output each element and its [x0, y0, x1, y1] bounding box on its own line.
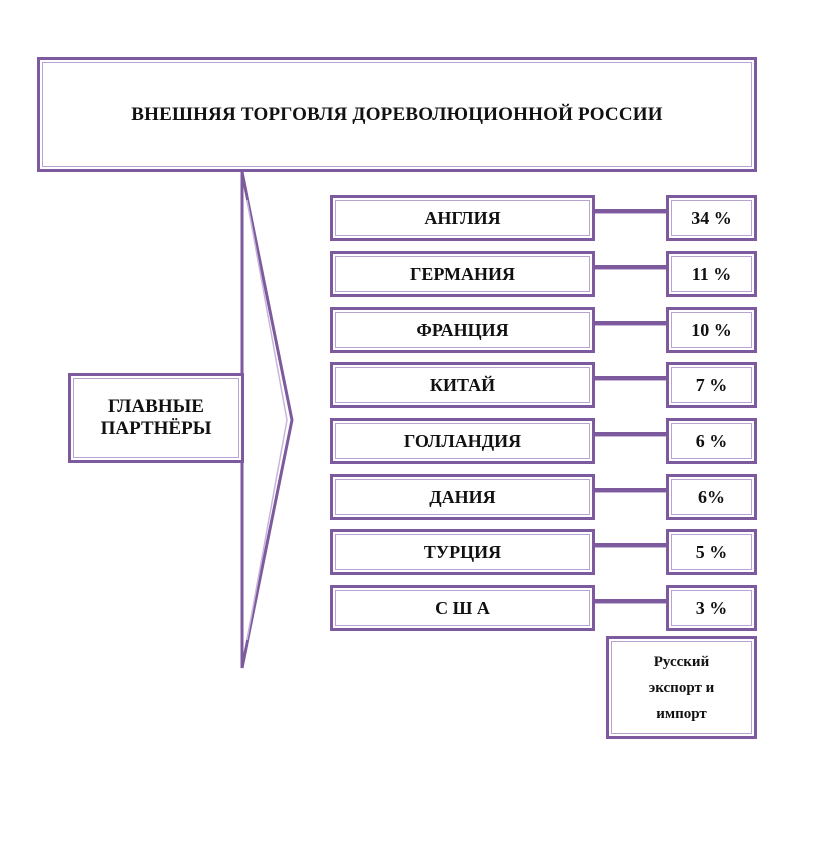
share-value: 6%	[698, 486, 725, 507]
connector-line	[595, 209, 666, 213]
share-box	[666, 195, 757, 241]
connector-line	[595, 321, 666, 325]
connector-line	[595, 488, 666, 492]
share-box	[666, 418, 757, 464]
note-box	[606, 636, 757, 739]
country-label: ТУРЦИЯ	[423, 541, 502, 562]
country-label: ГЕРМАНИЯ	[409, 263, 516, 284]
share-box	[666, 251, 757, 297]
country-label: АНГЛИЯ	[424, 207, 501, 228]
connector-line	[595, 543, 666, 547]
share-value: 11 %	[691, 263, 732, 284]
note-line-3: импорт	[656, 705, 707, 722]
share-value: 6 %	[695, 430, 728, 451]
country-box	[330, 585, 595, 631]
country-box	[330, 307, 595, 353]
share-value: 34 %	[691, 207, 732, 228]
note-line-1: Русский	[653, 653, 710, 670]
main-partners-label-line-1: ГЛАВНЫЕ	[108, 396, 204, 417]
connector-line	[595, 265, 666, 269]
country-label: ГОЛЛАНДИЯ	[403, 430, 522, 451]
country-box	[330, 418, 595, 464]
share-box	[666, 307, 757, 353]
page-title: ВНЕШНЯЯ ТОРГОВЛЯ ДОРЕВОЛЮЦИОННОЙ РОССИИ	[131, 103, 663, 125]
chevron-arrow	[242, 172, 292, 668]
share-box	[666, 529, 757, 575]
connector-line	[595, 376, 666, 380]
country-box	[330, 362, 595, 408]
share-value: 5 %	[695, 541, 728, 562]
share-value: 10 %	[691, 319, 732, 340]
country-box	[330, 474, 595, 520]
share-value: 7 %	[695, 374, 728, 395]
main-partners-box	[68, 373, 244, 463]
connector-line	[595, 599, 666, 603]
country-box	[330, 195, 595, 241]
title-box	[37, 57, 757, 172]
share-box	[666, 585, 757, 631]
share-box	[666, 362, 757, 408]
country-box	[330, 529, 595, 575]
note-line-2: экспорт и	[648, 679, 715, 696]
main-partners-label-line-2: ПАРТНЁРЫ	[100, 418, 212, 439]
country-box	[330, 251, 595, 297]
share-box	[666, 474, 757, 520]
share-value: 3 %	[695, 597, 728, 618]
country-label: ДАНИЯ	[429, 486, 496, 507]
country-label: ФРАНЦИЯ	[416, 319, 509, 340]
connector-line	[595, 432, 666, 436]
country-label: КИТАЙ	[429, 374, 496, 395]
country-label: С Ш А	[435, 597, 490, 618]
